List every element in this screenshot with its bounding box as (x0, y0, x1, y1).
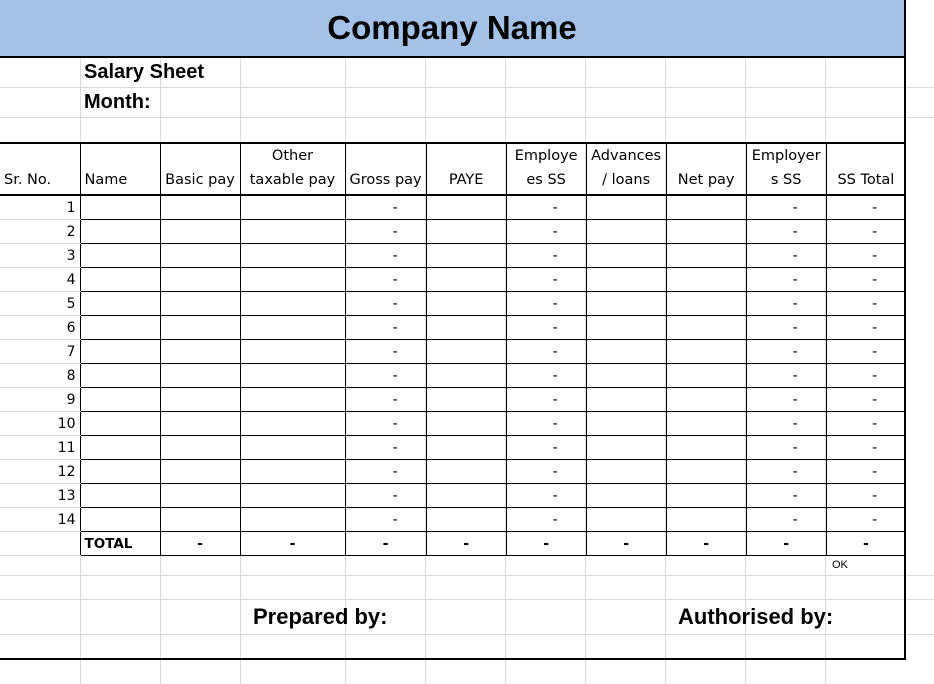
advances-loans-cell[interactable] (586, 268, 666, 292)
sr-no-cell[interactable]: 1 (0, 195, 80, 220)
gross-pay-cell[interactable]: - (345, 316, 426, 340)
ss-total-cell[interactable]: - (826, 244, 905, 268)
advances-loans-cell[interactable] (586, 484, 666, 508)
other-taxable-pay-cell[interactable] (240, 484, 345, 508)
ss-total-cell[interactable]: - (826, 220, 905, 244)
ss-total-cell[interactable]: - (826, 484, 905, 508)
total-ss-total[interactable]: - (826, 532, 905, 556)
total-row (0, 532, 905, 556)
ss-total-cell[interactable]: - (826, 436, 905, 460)
table-row (0, 436, 905, 460)
net-pay-cell[interactable] (666, 460, 746, 484)
basic-pay-cell[interactable] (160, 340, 240, 364)
name-cell[interactable] (80, 388, 160, 412)
table-row (0, 412, 905, 436)
net-pay-cell[interactable] (666, 412, 746, 436)
gross-pay-cell[interactable]: - (345, 220, 426, 244)
advances-loans-cell[interactable] (586, 316, 666, 340)
ss-total-cell[interactable]: - (826, 340, 905, 364)
sr-no-cell[interactable]: 6 (0, 316, 80, 340)
basic-pay-cell[interactable] (160, 388, 240, 412)
ss-total-cell[interactable]: - (826, 316, 905, 340)
paye-cell[interactable] (426, 220, 506, 244)
net-pay-cell[interactable] (666, 220, 746, 244)
sr-no-cell[interactable]: 3 (0, 244, 80, 268)
basic-pay-cell[interactable] (160, 508, 240, 532)
gross-pay-cell[interactable]: - (345, 484, 426, 508)
employees-ss-cell[interactable]: - (506, 484, 586, 508)
employers-ss-cell[interactable]: - (746, 364, 826, 388)
basic-pay-cell[interactable] (160, 460, 240, 484)
total-employees-ss[interactable]: - (506, 532, 586, 556)
advances-loans-cell[interactable] (586, 244, 666, 268)
ss-total-cell[interactable]: - (826, 364, 905, 388)
table-row (0, 244, 905, 268)
employers-ss-cell[interactable]: - (746, 508, 826, 532)
other-taxable-pay-cell[interactable] (240, 460, 345, 484)
sr-no-cell[interactable]: 14 (0, 508, 80, 532)
employees-ss-cell[interactable]: - (506, 412, 586, 436)
basic-pay-cell[interactable] (160, 436, 240, 460)
sr-no-cell[interactable]: 13 (0, 484, 80, 508)
total-advances-loans[interactable]: - (586, 532, 666, 556)
basic-pay-cell[interactable] (160, 484, 240, 508)
sr-no-cell[interactable]: 5 (0, 292, 80, 316)
company-name-header[interactable]: Company Name (0, 0, 904, 58)
sheet-right-border (904, 0, 906, 660)
total-other-taxable-pay[interactable]: - (240, 532, 345, 556)
net-pay-cell[interactable] (666, 292, 746, 316)
other-taxable-pay-cell[interactable] (240, 436, 345, 460)
total-net-pay[interactable]: - (666, 532, 746, 556)
total-employers-ss[interactable]: - (746, 532, 826, 556)
col-header-employees-ss[interactable]: Employees SS (506, 143, 586, 195)
month-label[interactable]: Month: (84, 91, 151, 113)
paye-cell[interactable] (426, 508, 506, 532)
advances-loans-cell[interactable] (586, 364, 666, 388)
sheet-bottom-border (0, 658, 906, 660)
employees-ss-cell[interactable]: - (506, 316, 586, 340)
employees-ss-cell[interactable]: - (506, 244, 586, 268)
employees-ss-cell[interactable]: - (506, 508, 586, 532)
gross-pay-cell[interactable]: - (345, 364, 426, 388)
gross-pay-cell[interactable]: - (345, 268, 426, 292)
other-taxable-pay-cell[interactable] (240, 412, 345, 436)
employers-ss-cell[interactable]: - (746, 436, 826, 460)
basic-pay-cell[interactable] (160, 316, 240, 340)
ss-total-cell[interactable]: - (826, 268, 905, 292)
gross-pay-cell[interactable]: - (345, 436, 426, 460)
salary-sheet-title[interactable]: Salary Sheet (84, 61, 205, 83)
sr-no-cell[interactable]: 10 (0, 412, 80, 436)
ss-total-cell[interactable]: - (826, 292, 905, 316)
total-gross-pay[interactable]: - (345, 532, 426, 556)
other-taxable-pay-cell[interactable] (240, 292, 345, 316)
ss-total-cell[interactable]: - (826, 195, 905, 220)
paye-cell[interactable] (426, 412, 506, 436)
table-row (0, 268, 905, 292)
gross-pay-cell[interactable]: - (345, 292, 426, 316)
other-taxable-pay-cell[interactable] (240, 388, 345, 412)
employees-ss-cell[interactable]: - (506, 220, 586, 244)
name-cell[interactable] (80, 508, 160, 532)
other-taxable-pay-cell[interactable] (240, 364, 345, 388)
employers-ss-cell[interactable]: - (746, 388, 826, 412)
employers-ss-cell[interactable]: - (746, 292, 826, 316)
other-taxable-pay-cell[interactable] (240, 220, 345, 244)
other-taxable-pay-cell[interactable] (240, 340, 345, 364)
paye-cell[interactable] (426, 292, 506, 316)
ok-status-text[interactable]: OK (832, 559, 848, 571)
net-pay-cell[interactable] (666, 268, 746, 292)
basic-pay-cell[interactable] (160, 292, 240, 316)
name-cell[interactable] (80, 460, 160, 484)
other-taxable-pay-cell[interactable] (240, 508, 345, 532)
table-row (0, 388, 905, 412)
sr-no-cell[interactable]: 8 (0, 364, 80, 388)
sr-no-cell[interactable]: 2 (0, 220, 80, 244)
paye-cell[interactable] (426, 340, 506, 364)
col-header-gross-pay[interactable]: Gross pay (345, 143, 426, 195)
advances-loans-cell[interactable] (586, 220, 666, 244)
col-header-ss-total[interactable]: SS Total (826, 143, 905, 195)
total-paye[interactable]: - (426, 532, 506, 556)
col-header-name[interactable]: Name (80, 143, 160, 195)
employers-ss-cell[interactable]: - (746, 412, 826, 436)
col-header-advances-loans[interactable]: Advances / loans (586, 143, 666, 195)
name-cell[interactable] (80, 195, 160, 220)
paye-cell[interactable] (426, 388, 506, 412)
ss-total-cell[interactable]: - (826, 388, 905, 412)
salary-table (0, 142, 905, 556)
sr-no-cell[interactable]: 4 (0, 268, 80, 292)
net-pay-cell[interactable] (666, 340, 746, 364)
name-cell[interactable] (80, 292, 160, 316)
name-cell[interactable] (80, 364, 160, 388)
paye-cell[interactable] (426, 484, 506, 508)
table-row (0, 292, 905, 316)
col-header-paye[interactable]: PAYE (426, 143, 506, 195)
total-basic-pay[interactable]: - (160, 532, 240, 556)
sr-no-cell[interactable]: 12 (0, 460, 80, 484)
net-pay-cell[interactable] (666, 484, 746, 508)
basic-pay-cell[interactable] (160, 412, 240, 436)
employees-ss-cell[interactable]: - (506, 460, 586, 484)
advances-loans-cell[interactable] (586, 388, 666, 412)
net-pay-cell[interactable] (666, 388, 746, 412)
name-cell[interactable] (80, 340, 160, 364)
col-header-other-taxable-pay[interactable]: Other taxable pay (240, 143, 345, 195)
employees-ss-cell[interactable]: - (506, 195, 586, 220)
paye-cell[interactable] (426, 460, 506, 484)
employees-ss-cell[interactable]: - (506, 268, 586, 292)
employees-ss-cell[interactable]: - (506, 364, 586, 388)
table-header-row (0, 143, 905, 195)
name-cell[interactable] (80, 436, 160, 460)
advances-loans-cell[interactable] (586, 292, 666, 316)
gridline (0, 87, 934, 88)
authorised-by-label[interactable]: Authorised by: (678, 604, 834, 629)
gridline (0, 599, 934, 600)
total-label[interactable]: TOTAL (80, 532, 160, 556)
name-cell[interactable] (80, 412, 160, 436)
table-row (0, 364, 905, 388)
table-row (0, 460, 905, 484)
table-row (0, 340, 905, 364)
name-cell[interactable] (80, 244, 160, 268)
paye-cell[interactable] (426, 316, 506, 340)
employers-ss-cell[interactable]: - (746, 220, 826, 244)
advances-loans-cell[interactable] (586, 195, 666, 220)
basic-pay-cell[interactable] (160, 364, 240, 388)
other-taxable-pay-cell[interactable] (240, 268, 345, 292)
employees-ss-cell[interactable]: - (506, 292, 586, 316)
other-taxable-pay-cell[interactable] (240, 316, 345, 340)
paye-cell[interactable] (426, 364, 506, 388)
gridline (0, 634, 934, 635)
gross-pay-cell[interactable]: - (345, 412, 426, 436)
paye-cell[interactable] (426, 244, 506, 268)
advances-loans-cell[interactable] (586, 508, 666, 532)
paye-cell[interactable] (426, 268, 506, 292)
sr-no-cell[interactable]: 7 (0, 340, 80, 364)
employers-ss-cell[interactable]: - (746, 460, 826, 484)
table-row (0, 508, 905, 532)
prepared-by-label[interactable]: Prepared by: (253, 604, 388, 629)
sr-no-cell[interactable]: 9 (0, 388, 80, 412)
gross-pay-cell[interactable]: - (345, 508, 426, 532)
table-row (0, 316, 905, 340)
employees-ss-cell[interactable]: - (506, 436, 586, 460)
basic-pay-cell[interactable] (160, 220, 240, 244)
employers-ss-cell[interactable]: - (746, 484, 826, 508)
basic-pay-cell[interactable] (160, 244, 240, 268)
employers-ss-cell[interactable]: - (746, 195, 826, 220)
net-pay-cell[interactable] (666, 364, 746, 388)
gross-pay-cell[interactable]: - (345, 340, 426, 364)
ss-total-cell[interactable]: - (826, 508, 905, 532)
paye-cell[interactable] (426, 436, 506, 460)
name-cell[interactable] (80, 316, 160, 340)
col-header-basic-pay[interactable]: Basic pay (160, 143, 240, 195)
other-taxable-pay-cell[interactable] (240, 195, 345, 220)
gross-pay-cell[interactable]: - (345, 195, 426, 220)
table-row (0, 484, 905, 508)
net-pay-cell[interactable] (666, 195, 746, 220)
ss-total-cell[interactable]: - (826, 460, 905, 484)
employers-ss-cell[interactable]: - (746, 340, 826, 364)
name-cell[interactable] (80, 484, 160, 508)
employers-ss-cell[interactable]: - (746, 316, 826, 340)
col-header-sr-no[interactable]: Sr. No. (0, 143, 80, 195)
net-pay-cell[interactable] (666, 508, 746, 532)
name-cell[interactable] (80, 268, 160, 292)
employers-ss-cell[interactable]: - (746, 244, 826, 268)
gridline (0, 575, 934, 576)
basic-pay-cell[interactable] (160, 268, 240, 292)
name-cell[interactable] (80, 220, 160, 244)
gross-pay-cell[interactable]: - (345, 244, 426, 268)
paye-cell[interactable] (426, 195, 506, 220)
employers-ss-cell[interactable]: - (746, 268, 826, 292)
net-pay-cell[interactable] (666, 436, 746, 460)
advances-loans-cell[interactable] (586, 412, 666, 436)
net-pay-cell[interactable] (666, 316, 746, 340)
employees-ss-cell[interactable]: - (506, 388, 586, 412)
advances-loans-cell[interactable] (586, 436, 666, 460)
advances-loans-cell[interactable] (586, 340, 666, 364)
gross-pay-cell[interactable]: - (345, 388, 426, 412)
net-pay-cell[interactable] (666, 244, 746, 268)
total-row-sr-cell[interactable] (0, 532, 80, 556)
table-row (0, 195, 905, 220)
ss-total-cell[interactable]: - (826, 412, 905, 436)
col-header-employers-ss[interactable]: Employers SS (746, 143, 826, 195)
other-taxable-pay-cell[interactable] (240, 244, 345, 268)
col-header-net-pay[interactable]: Net pay (666, 143, 746, 195)
gross-pay-cell[interactable]: - (345, 460, 426, 484)
sr-no-cell[interactable]: 11 (0, 436, 80, 460)
gridline (0, 117, 934, 118)
table-row (0, 220, 905, 244)
employees-ss-cell[interactable]: - (506, 340, 586, 364)
basic-pay-cell[interactable] (160, 195, 240, 220)
advances-loans-cell[interactable] (586, 460, 666, 484)
